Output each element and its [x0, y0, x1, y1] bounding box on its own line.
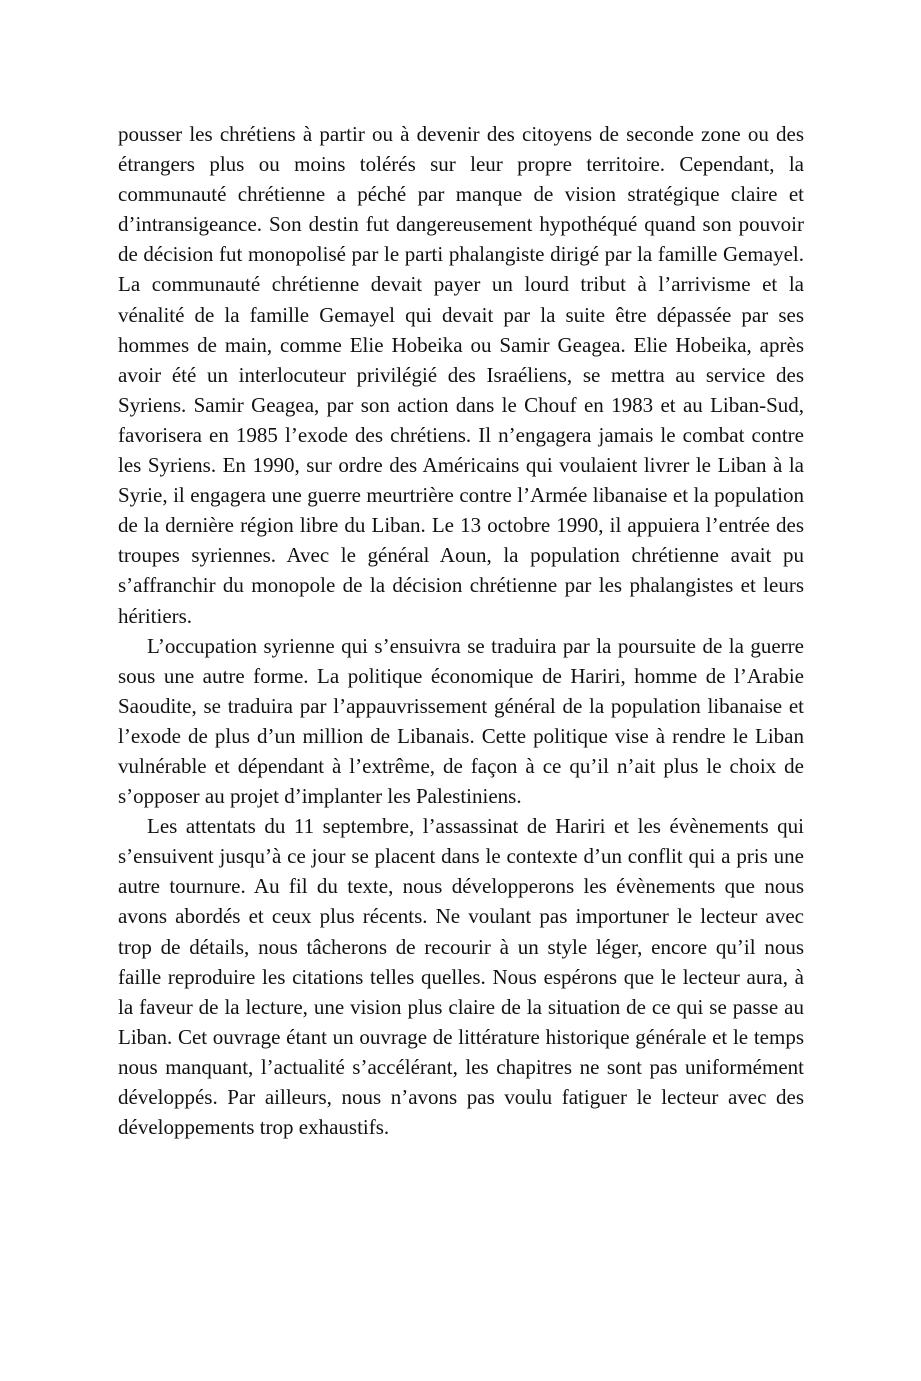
- paragraph-1: pousser les chrétiens à partir ou à devenir des citoyens de seconde zone ou des étrangers plus ou moins tolérés sur leur propre territoire. Cependant, la communauté chrétienne a péché par manque de vision stratégique claire et d’intransigeance. Son destin fut dangereusement hypothéqué quand son pouvoir de décision fut monopolisé par le parti phalangiste dirigé par la famille Gemayel. La communauté chrétienne devait payer un lourd tribut à l’arrivisme et la vénalité de la famille Gemayel qui devait par la suite être dépassée par ses hommes de main, comme Elie Hobeika ou Samir Geagea. Elie Hobeika, après avoir été un interlocuteur privilégié des Israéliens, se mettra au service des Syriens. Samir Geagea, par son action dans le Chouf en 1983 et au Liban-Sud, favorisera en 1985 l’exode des chrétiens. Il n’engagera jamais le combat contre les Syriens. En 1990, sur ordre des Américains qui voulaient livrer le Liban à la Syrie, il engagera une guerre meurtrière contre l’Armée libanaise et la population de la dernière région libre du Liban. Le 13 octobre 1990, il appuiera l’entrée des troupes syriennes. Avec le général Aoun, la population chrétienne avait pu s’affranchir du monopole de la décision chrétienne par les phalangistes et leurs héritiers.: [118, 122, 804, 628]
- page-body: [118, 119, 804, 1142]
- paragraph-3: Les attentats du 11 septembre, l’assassinat de Hariri et les évènements qui s’ensuivent jusqu’à ce jour se placent dans le contexte d’un conflit qui a pris une autre tournure. Au fil du texte, nous développerons les évènements que nous avons abordés et ceux plus récents. Ne voulant pas importuner le lecteur avec trop de détails, nous tâcherons de recourir à un style léger, encore qu’il nous faille reproduire les citations telles quelles. Nous espérons que le lecteur aura, à la faveur de la lecture, une vision plus claire de la situation de ce qui se passe au Liban. Cet ouvrage étant un ouvrage de littérature historique générale et le temps nous manquant, l’actualité s’accélérant, les chapitres ne sont pas uniformément développés. Par ailleurs, nous n’avons pas voulu fatiguer le lecteur avec des développements trop exhaustifs.: [118, 814, 804, 1140]
- paragraph-2: L’occupation syrienne qui s’ensuivra se traduira par la poursuite de la guerre sous une autre forme. La politique économique de Hariri, homme de l’Arabie Saoudite, se traduira par l’appauvrissement général de la population libanaise et l’exode de plus d’un million de Libanais. Cette politique vise à rendre le Liban vulnérable et dépendant à l’extrême, de façon à ce qu’il n’ait plus le choix de s’opposer au projet d’implanter les Palestiniens.: [118, 633, 804, 809]
